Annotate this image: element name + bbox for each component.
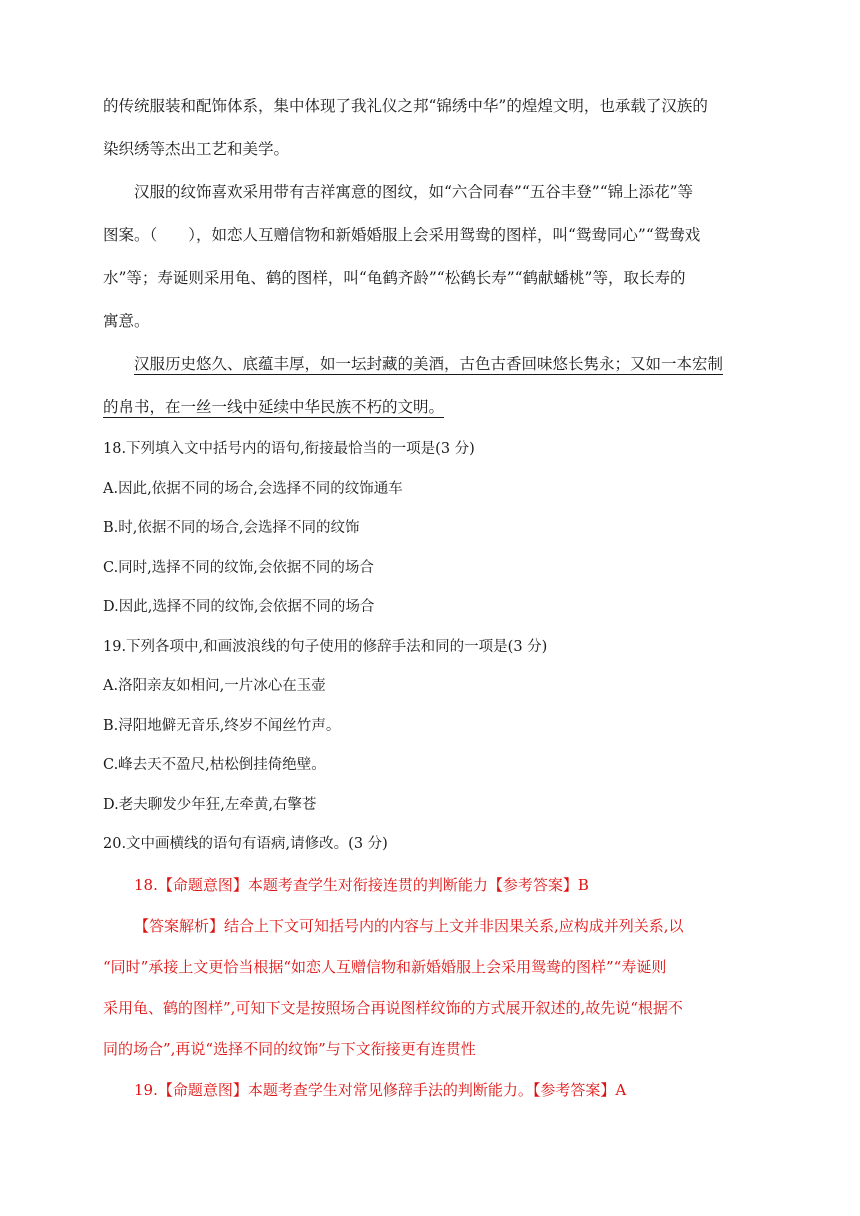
underlined-sentence-part-1: 汉服历史悠久、底蕴丰厚，如一坛封藏的美酒，古色古香回味悠长隽永；又如一本宏制	[134, 355, 724, 373]
questions-section	[103, 439, 758, 854]
answer-18-analysis-line-1: 【答案解析】结合上下文可知括号内的内容与上文并非因果关系,应构成并列关系,以	[134, 917, 684, 935]
passage-p2-line-3: 水”等；寿诞则采用龟、鹤的图样，叫“龟鹤齐龄”“松鹤长寿”“鹤献蟠桃”等，取长寿的	[103, 269, 686, 287]
question-19-option-b: B.浔阳地僻无音乐,终岁不闻丝竹声。	[103, 717, 341, 734]
passage-p2-line-1: 汉服的纹饰喜欢采用带有吉祥寓意的图纹，如“六合同春”“五谷丰登”“锦上添花”等	[134, 183, 694, 201]
passage-p2-line-2: 图案。（ ），如恋人互赠信物和新婚婚服上会采用鸳鸯的图样，叫“鸳鸯同心”“鸳鸯戏	[103, 226, 701, 244]
question-19-stem: 19.下列各项中,和画波浪线的句子使用的修辞手法和同的一项是(3 分)	[103, 638, 548, 655]
passage-p3-line-2	[103, 397, 758, 417]
answers-section	[103, 875, 758, 1100]
question-20-stem: 20.文中画横线的语句有语病,请修改。(3 分)	[103, 836, 388, 852]
answer-18-intent: 18.【命题意图】本题考查学生对衔接连贯的判断能力【参考答案】B	[134, 876, 589, 894]
question-19-option-c: C.峰去天不盈尺,枯松倒挂倚绝壁。	[103, 757, 326, 773]
underlined-sentence-part-2: 的帛书，在一丝一线中延续中华民族不朽的文明。	[103, 398, 445, 416]
question-18-option-a: A.因此,依据不同的场合,会选择不同的纹饰通车	[103, 480, 403, 497]
question-19-option-a: A.洛阳亲友如相问,一片冰心在玉壶	[103, 678, 326, 694]
answer-18-analysis-line-2: “同时”承接上文更恰当根据“如恋人互赠信物和新婚婚服上会采用鸳鸯的图样”“寿诞则	[103, 958, 667, 976]
answer-19-intent: 19.【命题意图】本题考查学生对常见修辞手法的判断能力。【参考答案】A	[134, 1081, 627, 1099]
question-18-option-c: C.同时,选择不同的纹饰,会依据不同的场合	[103, 559, 374, 576]
passage-paragraph-2	[103, 182, 758, 331]
answer-18-analysis-line-3: 采用龟、鹤的图样”,可知下文是按照场合再说图样纹饰的方式展开叙述的,故先说“根据不	[103, 999, 683, 1017]
passage-p3-line-1	[103, 354, 758, 374]
question-18-stem: 18.下列填入文中括号内的语句,衔接最恰当的一项是(3 分)	[103, 441, 475, 457]
document-page	[103, 96, 758, 1100]
question-18-option-b: B.时,依据不同的场合,会选择不同的纹饰	[103, 520, 360, 536]
passage-paragraph-1	[103, 96, 758, 159]
answer-18-analysis-line-4: 同的场合”,再说“选择不同的纹饰”与下文衔接更有连贯性	[103, 1040, 476, 1058]
passage-p1-line-1: 的传统服装和配饰体系，集中体现了我礼仪之邦“锦绣中华”的煌煌文明，也承载了汉族的	[103, 97, 708, 115]
passage-paragraph-3	[103, 354, 758, 417]
passage-p1-line-2: 染织绣等杰出工艺和美学。	[103, 140, 290, 158]
passage-p2-line-4: 寓意。	[103, 312, 150, 330]
question-18-option-d: D.因此,选择不同的纹饰,会依据不同的场合	[103, 599, 375, 615]
question-19-option-d: D.老夫聊发少年狂,左牵黄,右擎苍	[103, 796, 317, 813]
